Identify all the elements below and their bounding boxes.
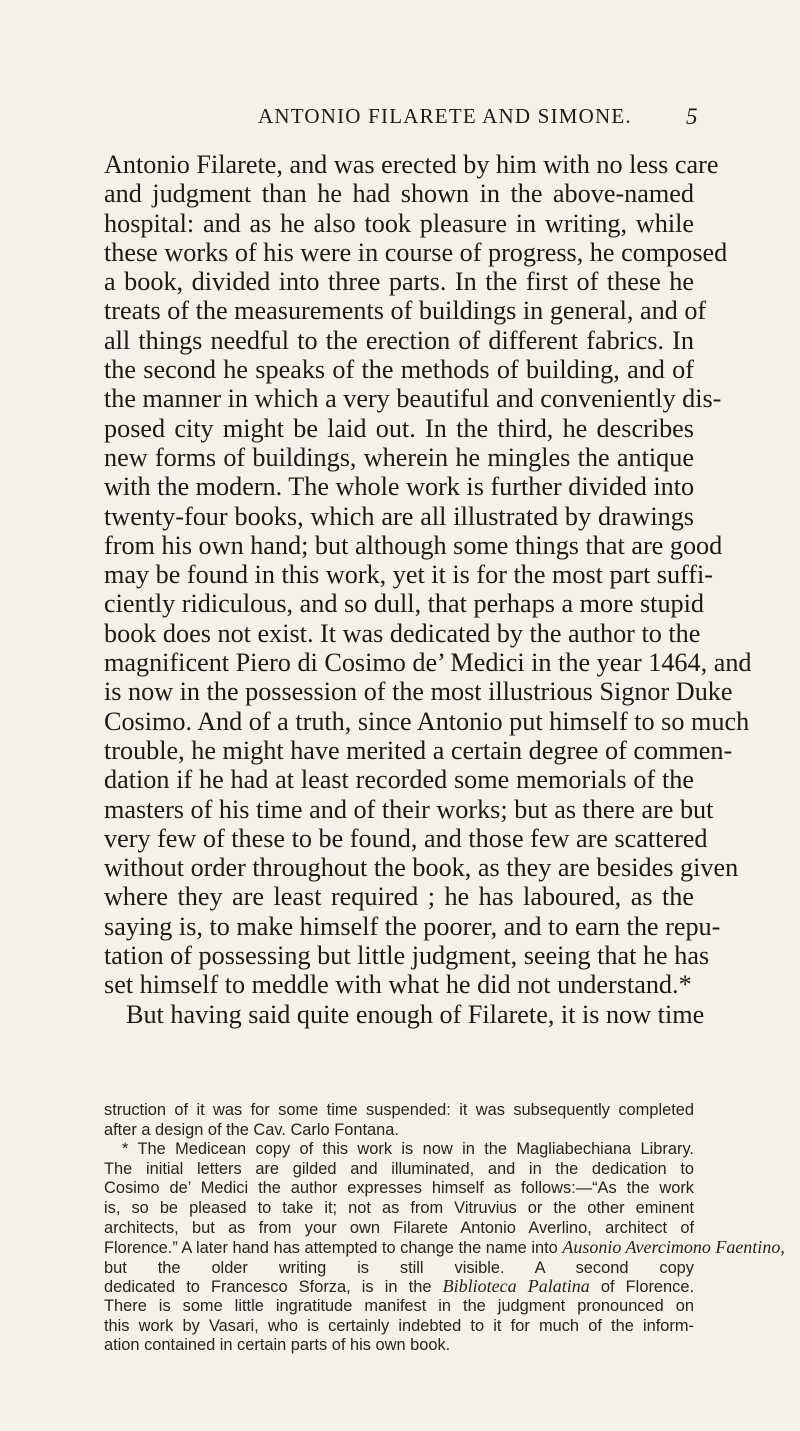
text-line: a book, divided into three parts. In the first of these he (104, 267, 694, 297)
text-line: may be found in this work, yet it is for the most part suffi- (104, 560, 714, 590)
text-line: hospital: and as he also took pleasure in writing, while (104, 208, 694, 238)
text-line: ciently ridiculous, and so dull, that perhaps a more stupid (104, 589, 705, 619)
text-line: without order throughout the book, as they are besides given (104, 853, 739, 883)
footnote-line: architects, but as from your own Filarete Antonio Averlino, architect of (104, 1218, 694, 1237)
text-line: very few of these to be found, and those few are scattered (104, 823, 708, 853)
text-line: book does not exist. It was dedicated by the author to the (104, 618, 701, 648)
text-line: tation of possessing but little judgment, seeing that he has (104, 941, 710, 971)
text-line: the second he speaks of the methods of building, and of (104, 355, 694, 385)
text-line: where they are least required ; he has laboured, as the (104, 882, 694, 912)
footnote-line: this work by Vasari, who is certainly indebted to it for much of the inform- (104, 1316, 694, 1335)
text-line: Antonio Filarete, and was erected by him with no less care (104, 150, 719, 179)
text-line: these works of his were in course of progress, he composed (104, 237, 728, 267)
text-line: twenty-four books, which are all illustrated by drawings (104, 501, 694, 531)
footnotes (104, 1101, 785, 1356)
text-line: saying is, to make himself the poorer, and to earn the repu- (104, 911, 721, 941)
footnote-line (104, 1237, 785, 1258)
page-number: 5 (686, 104, 698, 129)
text-line: treats of the measurements of buildings in general, and of (104, 296, 707, 326)
text-line: trouble, he might have merited a certain degree of commen- (104, 735, 733, 765)
footnote-italic-name: Ausonio Avercimono Faentino, (562, 1237, 785, 1258)
page-header (0, 104, 800, 136)
text-line: is now in the possession of the most illustrious Signor Duke (104, 677, 733, 707)
footnote-line: after a design of the Cav. Carlo Fontana. (104, 1120, 399, 1139)
text-line: and judgment than he had shown in the above-named (104, 179, 694, 209)
text-line: But having said quite enough of Filarete, it is now time (126, 999, 705, 1029)
text-line: new forms of buildings, wherein he mingles the antique (104, 442, 694, 472)
footnote-line: The initial letters are gilded and illuminated, and in the dedication to (104, 1159, 694, 1178)
text-line: magnificent Piero di Cosimo de’ Medici in the year 1464, and (104, 648, 752, 678)
footnote-line: * The Medicean copy of this work is now in the Magliabechiana Library. (122, 1140, 694, 1159)
running-head: ANTONIO FILARETE AND SIMONE. (258, 104, 632, 128)
footnote-line: ation contained in certain parts of his own book. (104, 1336, 451, 1355)
text-line: with the modern. The whole work is further divided into (104, 472, 695, 502)
footnote-line: struction of it was for some time suspended: it was subsequently completed (104, 1101, 694, 1119)
footnote-italic-library: Biblioteca Palatina (442, 1276, 590, 1297)
footnote-line: Cosimo de’ Medici the author expresses himself as follows:—“As the work (104, 1179, 694, 1198)
footnote-text: of Florence. (600, 1278, 694, 1297)
main-text (104, 150, 752, 1029)
text-line: the manner in which a very beautiful and conveniently dis- (104, 384, 722, 414)
text-line: set himself to meddle with what he did not understand.* (104, 970, 692, 1000)
footnote-line (104, 1277, 694, 1297)
footnote-line: There is some little ingratitude manifest in the judgment pronounced on (104, 1296, 694, 1315)
text-line: from his own hand; but although some things that are good (104, 530, 723, 560)
footnote-text: dedicated to Francesco Sforza, is in the (104, 1278, 432, 1297)
text-line: masters of his time and of their works; but as there are but (104, 794, 714, 824)
text-line: Cosimo. And of a truth, since Antonio put himself to so much (104, 706, 750, 736)
footnote-text: Florence.” A later hand has attempted to change the name into (104, 1239, 558, 1258)
footnote-line: is, so be pleased to take it; not as from Vitruvius or the other eminent (104, 1198, 694, 1217)
footnote-text: but the older writing is still visible. A second copy (104, 1258, 694, 1277)
text-line: posed city might be laid out. In the third, he describes (104, 413, 694, 443)
text-line: all things needful to the erection of different fabrics. In (104, 325, 694, 355)
footnote-line (104, 1258, 694, 1278)
text-line: dation if he had at least recorded some memorials of the (104, 765, 694, 795)
